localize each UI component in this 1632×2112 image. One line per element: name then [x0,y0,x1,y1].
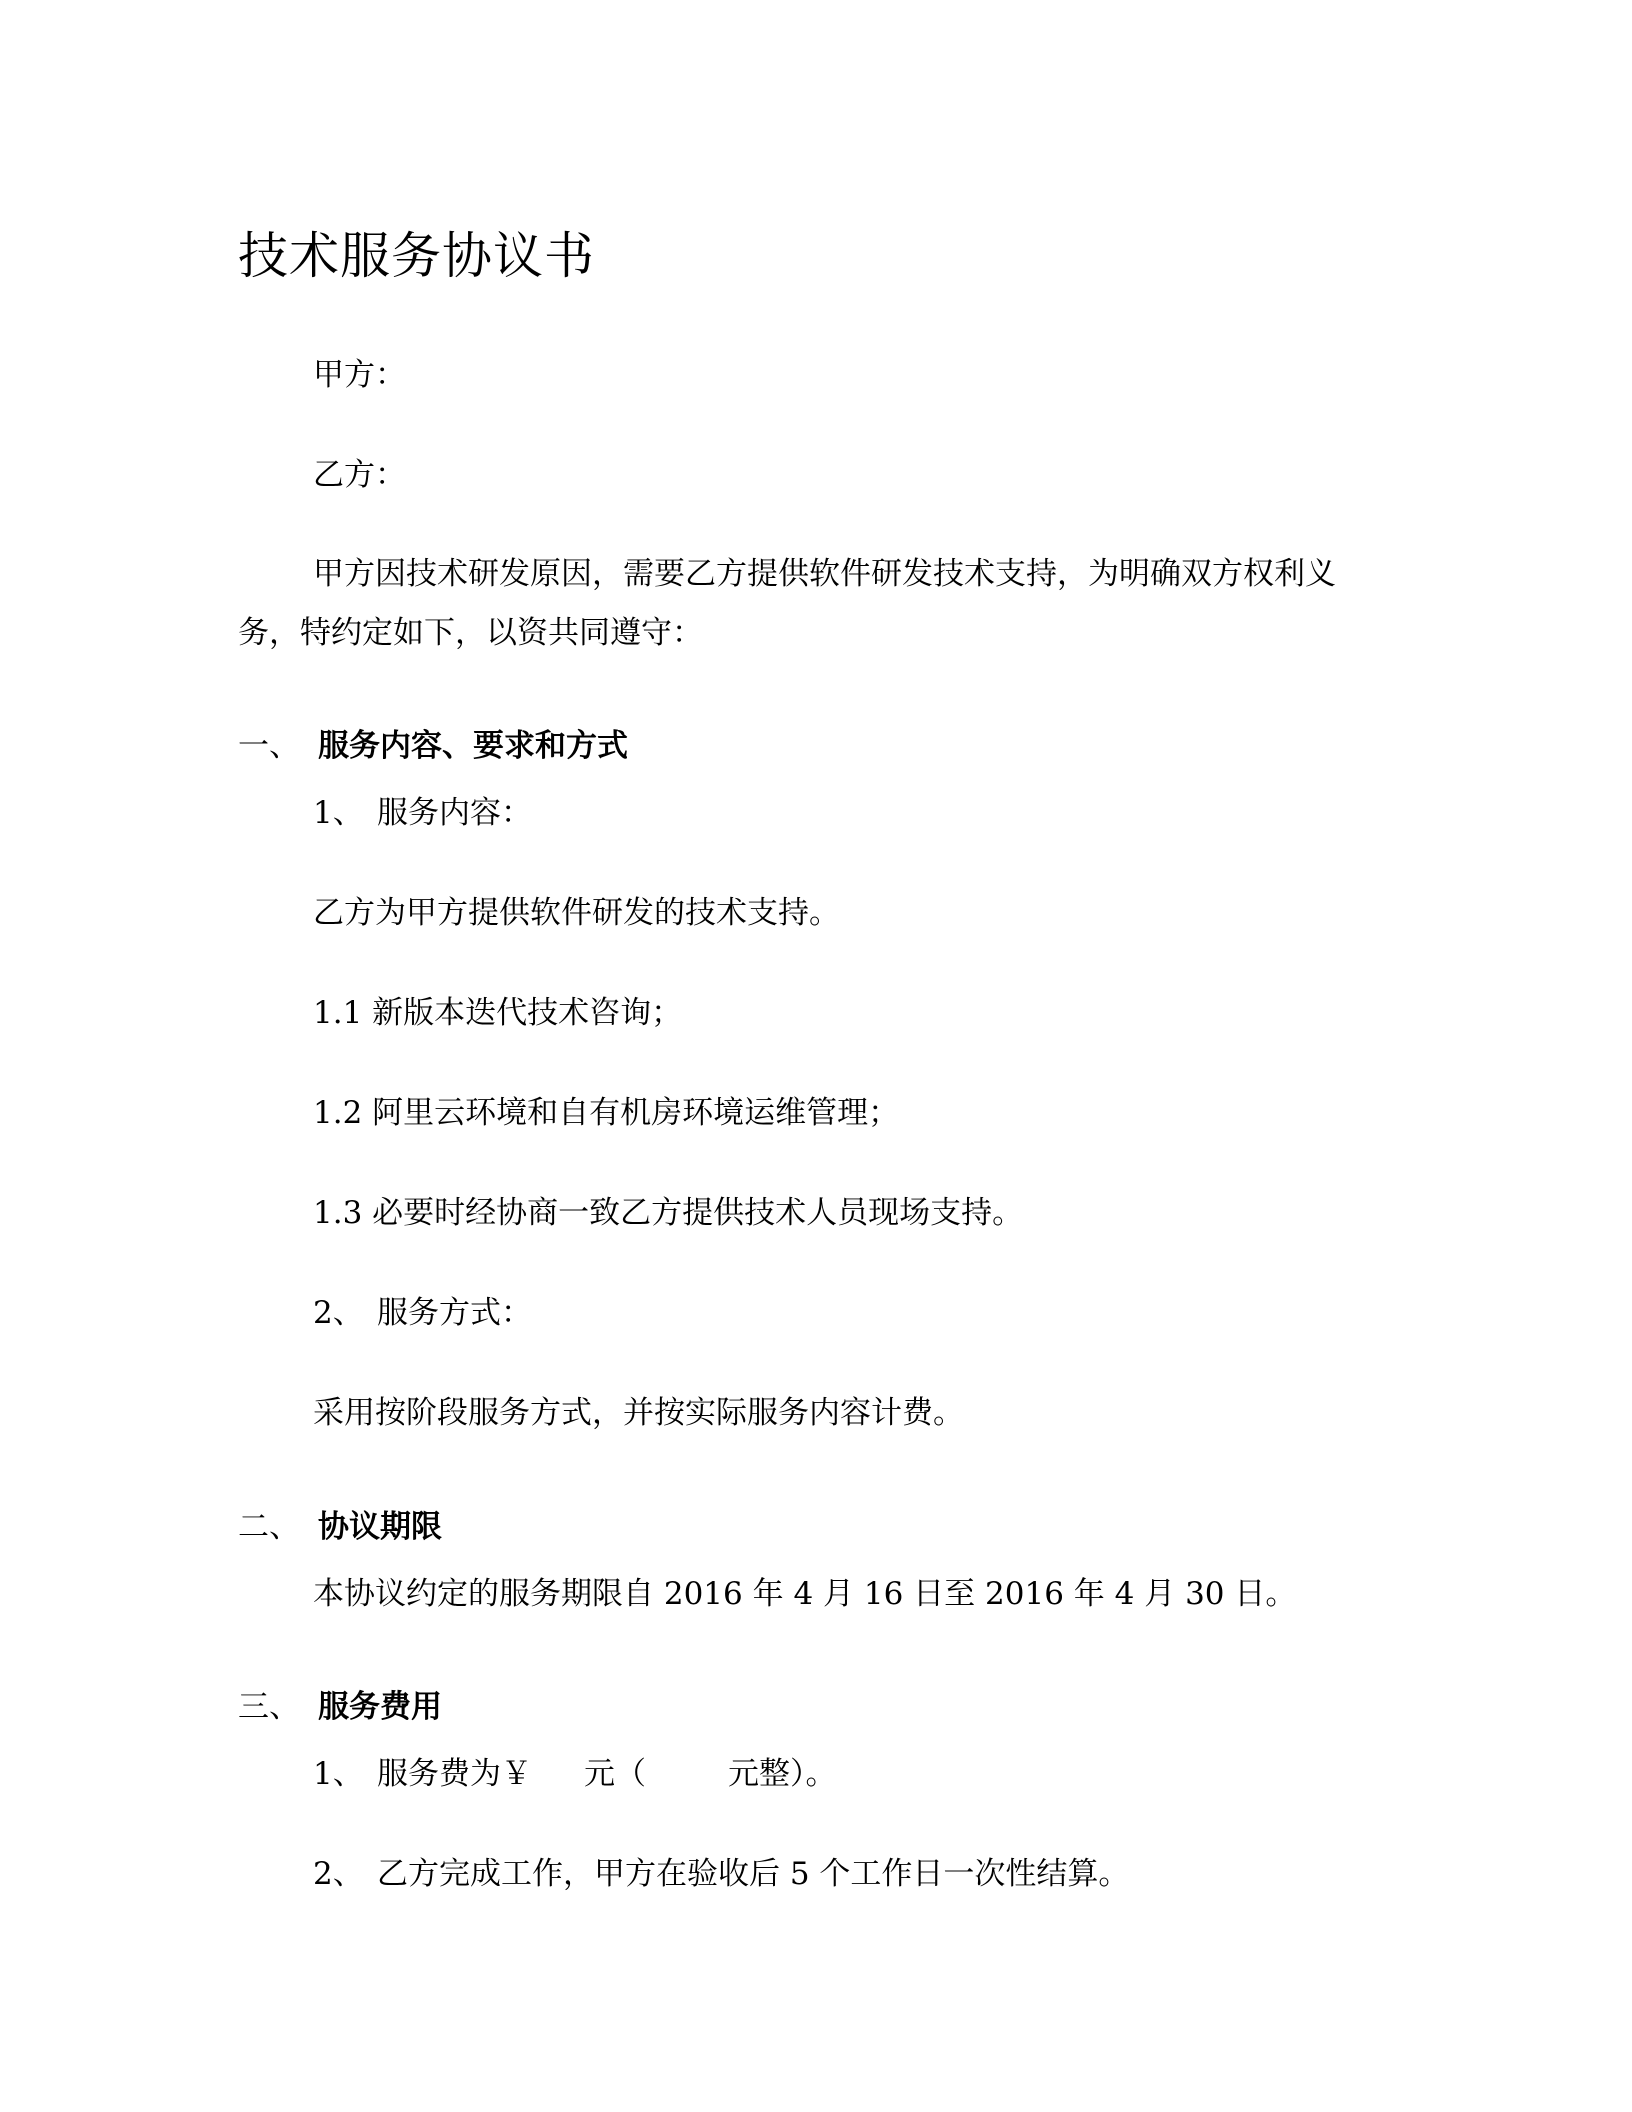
fee-text-yuan: 元（ [584,1756,646,1792]
item-number: 2、 [313,1856,364,1892]
item-text: 服务方式： [377,1295,532,1331]
item-text: 服务内容： [377,795,532,831]
paragraph: 乙方为甲方提供软件研发的技术支持。 [313,895,840,931]
fee-text-prefix: 服务费为￥ [377,1756,532,1792]
section-heading [238,726,628,766]
paragraph: 采用按阶段服务方式，并按实际服务内容计费。 [313,1395,964,1431]
list-item [313,1293,532,1333]
intro-paragraph-line-2: 务，特约定如下，以资共同遵守： [238,615,703,651]
item-number: 1、 [313,795,364,831]
document-title: 技术服务协议书 [238,227,595,285]
section-title: 服务内容、要求和方式 [318,728,628,764]
item-number: 1、 [313,1756,364,1792]
sub-item: 1.3 必要时经协商一致乙方提供技术人员现场支持。 [313,1195,1024,1231]
party-b-label: 乙方： [313,457,406,493]
section-number: 三、 [238,1689,300,1725]
section-number: 二、 [238,1509,300,1545]
section-heading [238,1507,442,1547]
intro-paragraph-line-1: 甲方因技术研发原因，需要乙方提供软件研发技术支持，为明确双方权利义 [313,556,1336,592]
section-heading [238,1687,442,1727]
fee-text-suffix: 元整）。 [728,1756,837,1792]
sub-item: 1.1 新版本迭代技术咨询； [313,995,683,1031]
section-title: 服务费用 [318,1689,442,1725]
party-a-label: 甲方： [313,357,406,393]
paragraph: 本协议约定的服务期限自 2016 年 4 月 16 日至 2016 年 4 月 30 日。 [313,1576,1297,1612]
list-item [313,793,532,833]
item-number: 2、 [313,1295,364,1331]
list-item [313,1854,1129,1894]
list-item [313,1754,837,1794]
item-text: 乙方完成工作，甲方在验收后 5 个工作日一次性结算。 [377,1856,1130,1892]
section-number: 一、 [238,728,300,764]
sub-item: 1.2 阿里云环境和自有机房环境运维管理； [313,1095,900,1131]
section-title: 协议期限 [318,1509,442,1545]
